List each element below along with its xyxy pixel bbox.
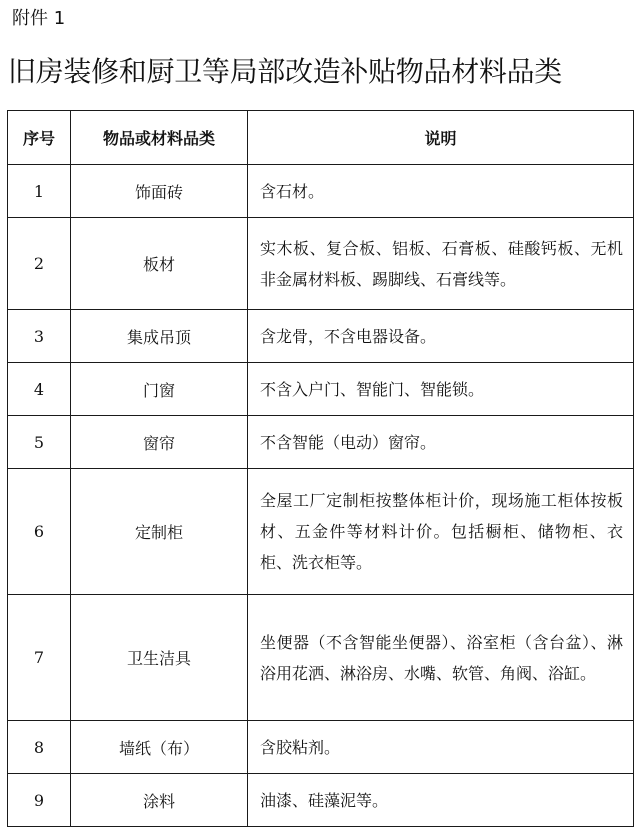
table-row: [8, 165, 634, 218]
table-row: [8, 218, 634, 310]
row-category: 涂料: [71, 774, 248, 827]
table-row: [8, 310, 634, 363]
row-description: 含石材。: [248, 165, 634, 218]
attachment-label: 附件 1: [12, 8, 66, 29]
table-row: [8, 469, 634, 595]
row-number: 1: [8, 165, 71, 218]
row-number: 6: [8, 469, 71, 595]
table-row: [8, 416, 634, 469]
row-number: 7: [8, 595, 71, 721]
row-category: 定制柜: [71, 469, 248, 595]
row-description: 含龙骨，不含电器设备。: [248, 310, 634, 363]
table-row: [8, 363, 634, 416]
row-category: 墙纸（布）: [71, 721, 248, 774]
table-row: [8, 721, 634, 774]
row-description: 坐便器（不含智能坐便器）、浴室柜（含台盆）、淋浴用花洒、淋浴房、水嘴、软管、角阀、浴缸。: [248, 595, 634, 721]
row-category: 饰面砖: [71, 165, 248, 218]
column-header-number: 序号: [8, 111, 71, 165]
table-row: [8, 595, 634, 721]
row-description: 全屋工厂定制柜按整体柜计价，现场施工柜体按板材、五金件等材料计价。包括橱柜、储物柜、衣柜、洗衣柜等。: [248, 469, 634, 595]
row-description: 含胶粘剂。: [248, 721, 634, 774]
row-number: 3: [8, 310, 71, 363]
row-description: 实木板、复合板、铝板、石膏板、硅酸钙板、无机非金属材料板、踢脚线、石膏线等。: [248, 218, 634, 310]
row-number: 9: [8, 774, 71, 827]
row-number: 5: [8, 416, 71, 469]
table-row: [8, 774, 634, 827]
column-header-description: 说明: [248, 111, 634, 165]
row-description: 油漆、硅藻泥等。: [248, 774, 634, 827]
row-category: 卫生洁具: [71, 595, 248, 721]
page-title: 旧房装修和厨卫等局部改造补贴物品材料品类: [8, 55, 563, 88]
row-number: 8: [8, 721, 71, 774]
row-category: 窗帘: [71, 416, 248, 469]
table-header-row: [8, 111, 634, 165]
row-description: 不含智能（电动）窗帘。: [248, 416, 634, 469]
row-category: 板材: [71, 218, 248, 310]
column-header-category: 物品或材料品类: [71, 111, 248, 165]
materials-table: [7, 110, 634, 827]
row-number: 4: [8, 363, 71, 416]
row-category: 门窗: [71, 363, 248, 416]
row-description: 不含入户门、智能门、智能锁。: [248, 363, 634, 416]
row-number: 2: [8, 218, 71, 310]
row-category: 集成吊顶: [71, 310, 248, 363]
